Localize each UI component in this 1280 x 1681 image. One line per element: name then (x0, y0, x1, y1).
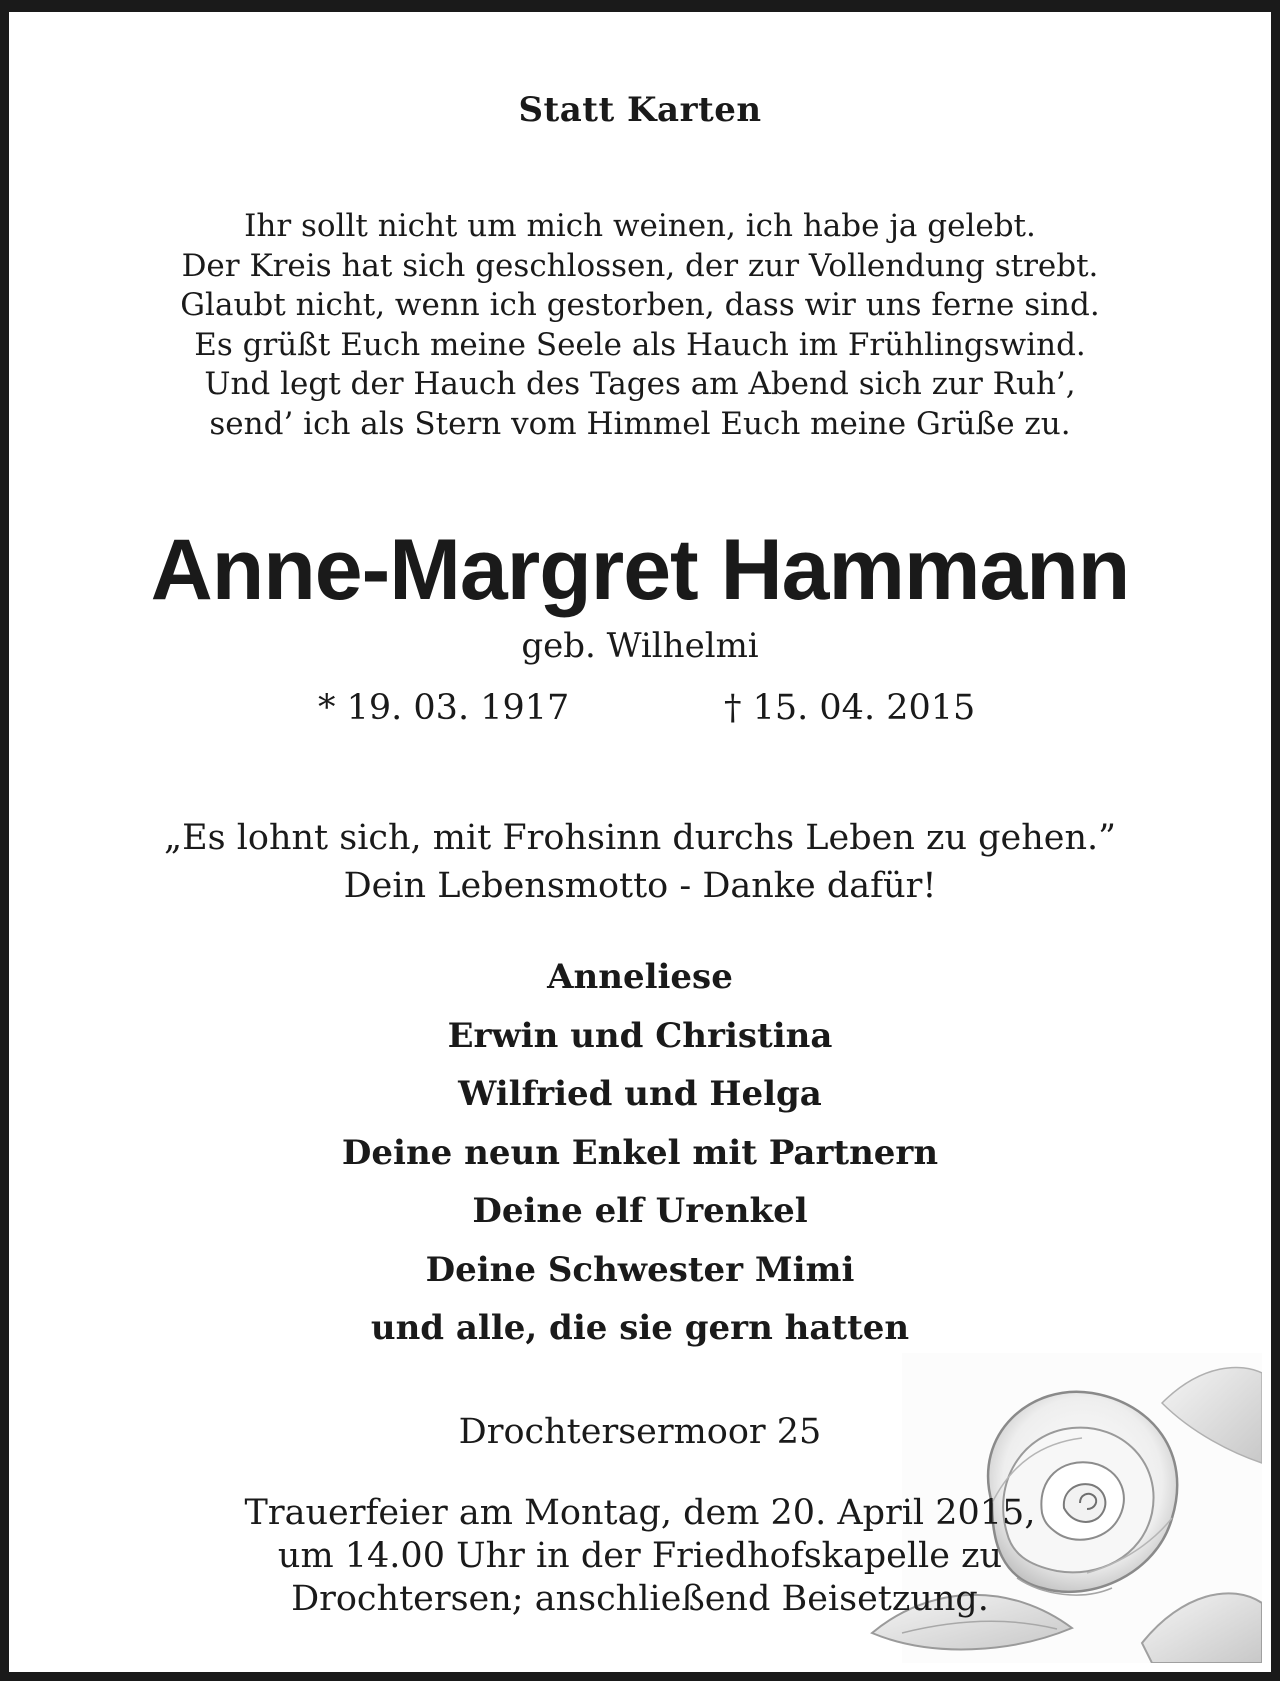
life-motto (18, 814, 1262, 910)
address: Drochtersermoor 25 (458, 1412, 822, 1452)
mourner-line: Erwin und Christina (447, 1015, 833, 1056)
statt-karten-heading: Statt Karten (518, 90, 762, 130)
service-line: Trauerfeier am Montag, dem 20. April 2015, (244, 1493, 1036, 1533)
funeral-service-info (18, 1492, 1262, 1621)
poem-line: Es grüßt Euch meine Seele als Hauch im Frühlingswind. (194, 326, 1086, 363)
service-line: Drochtersen; anschließend Beisetzung. (291, 1579, 989, 1619)
memorial-poem (18, 207, 1262, 444)
mourner-line: Anneliese (547, 957, 733, 997)
mourner-line: Wilfried und Helga (458, 1074, 822, 1114)
life-dates (18, 688, 1262, 732)
poem-line: Und legt der Hauch des Tages am Abend sich zur Ruh’, (204, 366, 1076, 402)
service-line: um 14.00 Uhr in der Friedhofskapelle zu (277, 1536, 1003, 1576)
poem-line: send’ ich als Stern vom Himmel Euch meine Grüße zu. (209, 405, 1071, 442)
mourner-line: Deine neun Enkel mit Partnern (341, 1132, 939, 1173)
poem-line: Ihr sollt nicht um mich weinen, ich habe ja gelebt. (244, 208, 1036, 244)
poem-line: Glaubt nicht, wenn ich gestorben, dass wir uns ferne sind. (180, 287, 1100, 323)
birth-date: * 19. 03. 1917 (318, 688, 570, 728)
maiden-name: geb. Wilhelmi (521, 626, 759, 666)
poem-line: Der Kreis hat sich geschlossen, der zur Vollendung strebt. (181, 247, 1099, 284)
obituary-content (18, 24, 1262, 1663)
mourner-line: Deine elf Urenkel (472, 1191, 808, 1231)
deceased-name: Anne-Margret Hammann (150, 522, 1130, 618)
death-date: † 15. 04. 2015 (724, 688, 976, 728)
mourner-line: Deine Schwester Mimi (425, 1249, 855, 1290)
motto-quote: „Es lohnt sich, mit Frohsinn durchs Leben zu gehen.” (163, 818, 1117, 858)
mourners-list (18, 948, 1262, 1358)
motto-thanks: Dein Lebensmotto - Danke dafür! (343, 866, 937, 906)
mourner-line: und alle, die sie gern hatten (370, 1308, 910, 1348)
